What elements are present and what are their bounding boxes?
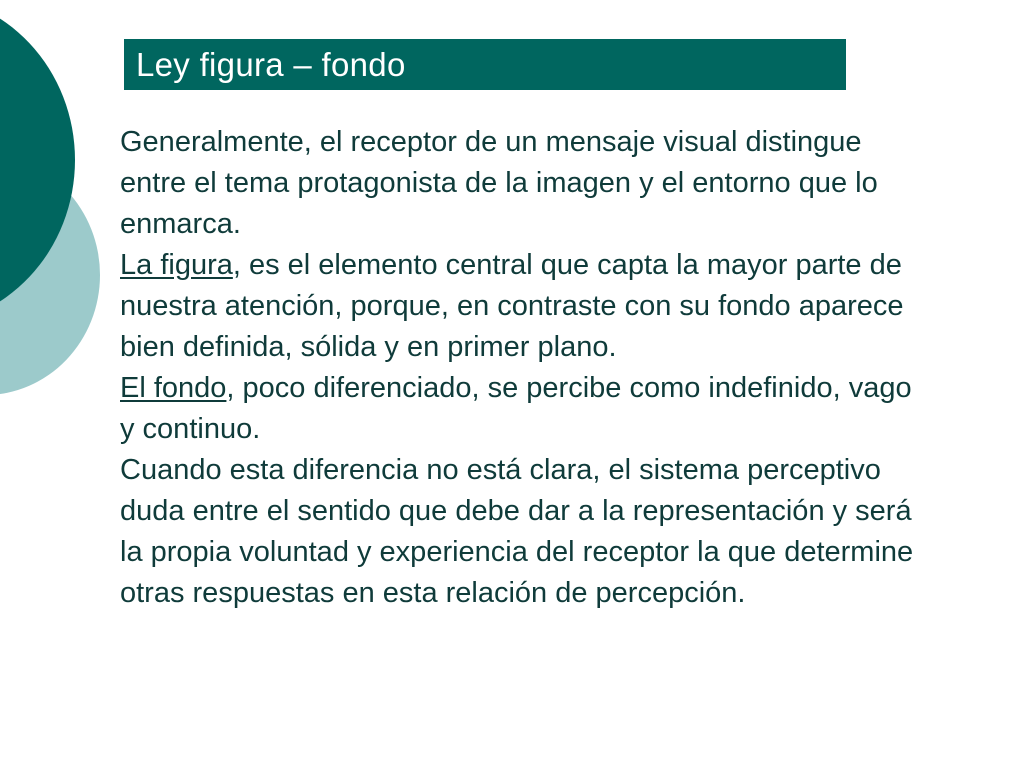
paragraph-figura [120,245,920,368]
slide-title: Ley figura – fondo [136,46,406,83]
fondo-description: , poco diferenciado, se percibe como indefinido, vago y continuo. [120,372,912,445]
title-bar [124,39,846,90]
figura-description: , es el elemento central que capta la mayor parte de nuestra atención, porque, en contraste con su fondo aparece bien definida, sólida y en primer plano. [120,249,904,363]
paragraph-intro: Generalmente, el receptor de un mensaje visual distingue entre el tema protagonista de la imagen y el entorno que lo enmarca. [120,126,878,240]
term-figura: La figura [120,249,233,281]
paragraph-conclusion: Cuando esta diferencia no está clara, el sistema perceptivo duda entre el sentido que debe dar a la representación y será la propia voluntad y experiencia del receptor la que determine otras respuestas en esta relación de percepción. [120,454,914,609]
slide-body [120,122,920,614]
term-fondo: El fondo [120,372,227,404]
paragraph-fondo [120,368,920,450]
